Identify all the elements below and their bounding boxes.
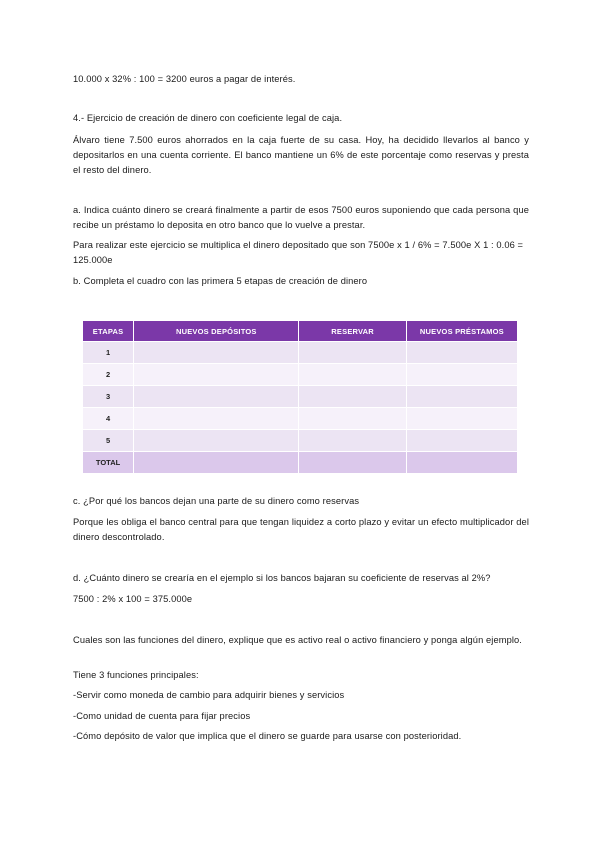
cell-empty: [134, 408, 298, 429]
cell-empty: [407, 430, 517, 451]
cell-empty: [407, 408, 517, 429]
stage-number: 4: [83, 408, 133, 429]
cell-empty: [407, 364, 517, 385]
stage-number: 2: [83, 364, 133, 385]
table-row: [83, 408, 517, 429]
total-label: TOTAL: [83, 452, 133, 473]
exercise-statement: Álvaro tiene 7.500 euros ahorrados en la caja fuerte de su casa. Hoy, ha decidido llevarlos al banco y depositarlos en una cuenta corriente. El banco mantiene un 6% de este porcentaje como reservas y presta el resto del dinero.: [73, 135, 529, 175]
table-header-row: [83, 321, 517, 341]
cell-empty: [407, 452, 517, 473]
cell-empty: [134, 342, 298, 363]
table-row: [83, 386, 517, 407]
question-functions: Cuales son las funciones del dinero, explique que es activo real o activo financiero y ponga algún ejemplo.: [73, 635, 522, 645]
table-total-row: [83, 452, 517, 473]
stage-number: 3: [83, 386, 133, 407]
exercise-title: 4.- Ejercicio de creación de dinero con coeficiente legal de caja.: [73, 113, 343, 123]
cell-empty: [134, 386, 298, 407]
table-row: [83, 342, 517, 363]
cell-empty: [134, 364, 298, 385]
cell-empty: [299, 386, 405, 407]
cell-empty: [299, 342, 405, 363]
functions-intro: Tiene 3 funciones principales:: [73, 670, 199, 680]
cell-empty: [299, 364, 405, 385]
header-reservar: RESERVAR: [299, 321, 405, 341]
function-item: -Cómo depósito de valor que implica que el dinero se guarde para usarse con posterioridad.: [73, 731, 462, 741]
answer-c: Porque les obliga el banco central para que tengan liquidez a corto plazo y evitar un efecto multiplicador del dinero descontrolado.: [73, 517, 529, 542]
answer-d: 7500 : 2% x 100 = 375.000e: [73, 594, 193, 604]
header-nuevos-prestamos: NUEVOS PRÉSTAMOS: [407, 321, 517, 341]
answer-a: Para realizar este ejercicio se multiplica el dinero depositado que son 7500e x 1 / 6% = 7.500e X 1 : 0.06 = 125.000e: [73, 240, 524, 265]
stage-number: 1: [83, 342, 133, 363]
table-row: [83, 430, 517, 451]
cell-empty: [134, 430, 298, 451]
function-item: -Servir como moneda de cambio para adquirir bienes y servicios: [73, 690, 345, 700]
money-creation-table: [82, 320, 518, 474]
cell-empty: [299, 430, 405, 451]
question-a: a. Indica cuánto dinero se creará finalmente a partir de esos 7500 euros suponiendo que cada persona que recibe un préstamo lo deposita en otro banco que lo vuelve a prestar.: [73, 205, 529, 230]
stage-number: 5: [83, 430, 133, 451]
cell-empty: [407, 342, 517, 363]
cell-empty: [407, 386, 517, 407]
header-nuevos-depositos: NUEVOS DEPÓSITOS: [134, 321, 298, 341]
interest-calculation-line: 10.000 x 32% : 100 = 3200 euros a pagar de interés.: [73, 74, 296, 84]
question-b: b. Completa el cuadro con las primera 5 etapas de creación de dinero: [73, 276, 368, 286]
question-c: c. ¿Por qué los bancos dejan una parte de su dinero como reservas: [73, 496, 360, 506]
header-etapas: ETAPAS: [83, 321, 133, 341]
cell-empty: [299, 408, 405, 429]
cell-empty: [134, 452, 298, 473]
function-item: -Como unidad de cuenta para fijar precios: [73, 711, 251, 721]
cell-empty: [299, 452, 405, 473]
question-d: d. ¿Cuánto dinero se crearía en el ejemplo si los bancos bajaran su coeficiente de reservas al 2%?: [73, 573, 491, 583]
table-row: [83, 364, 517, 385]
